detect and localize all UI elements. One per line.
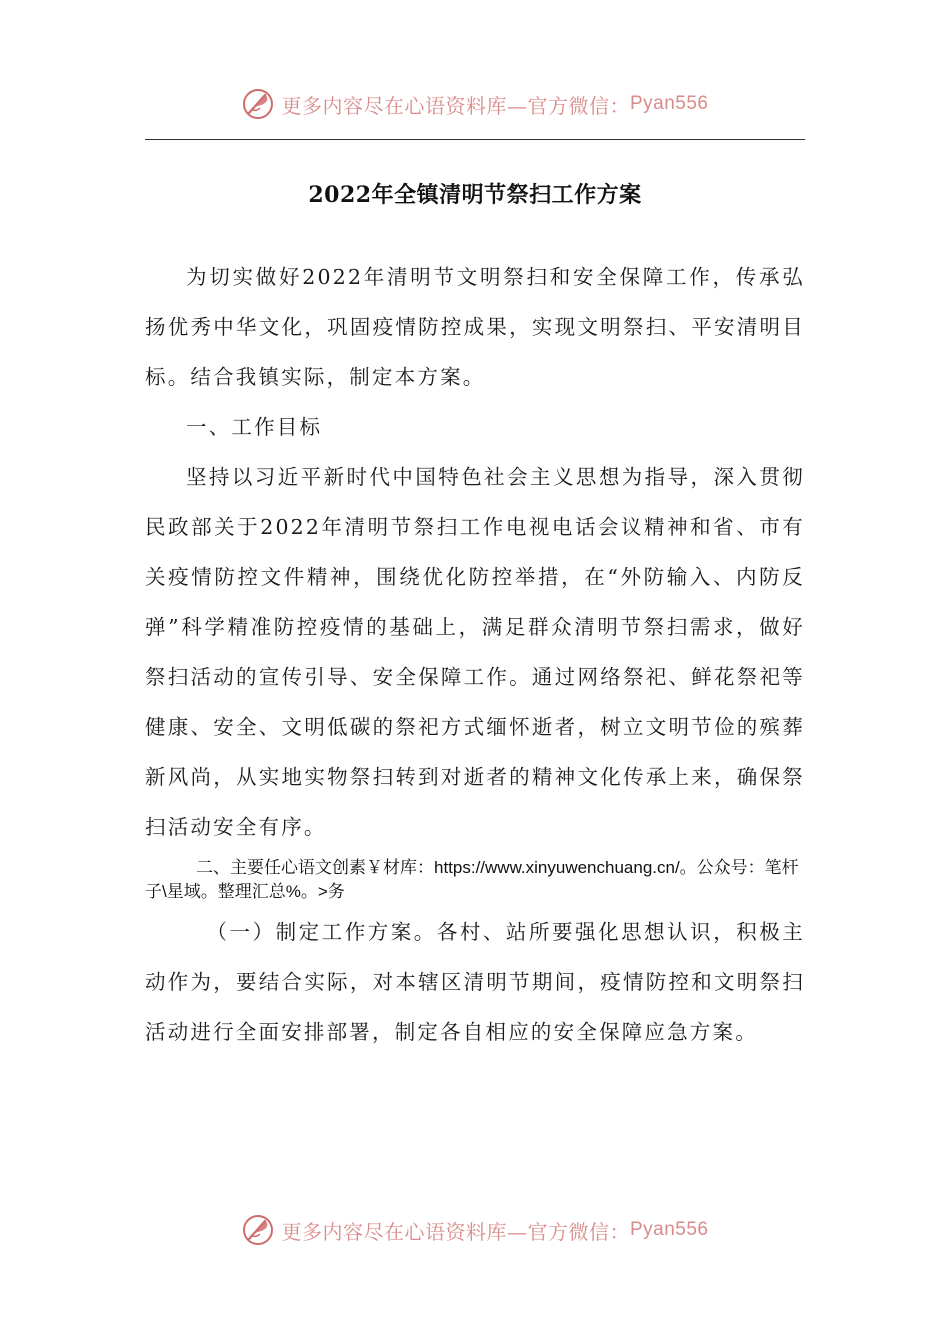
watermark-text: 更多内容尽在心语资料库—官方微信： [281,1219,630,1244]
goals-paragraph: 坚持以习近平新时代中国特色社会主义思想为指导，深入贯彻民政部关于2022年清明节祭扫工作电视电话会议精神和省、市有关疫情防控文件精神，围绕优化防控举措，在“外防输入、内防反弹”科学精准防控疫情的基础上，满足群众清明节祭扫需求，做好祭扫活动的宣传引导、安全保障工作。通过网络祭祀、鲜花祭祀等健康、安全、文明低碳的祭祀方式缅怀逝者，树立文明节俭的殡葬新风尚，从实地实物祭扫转到对逝者的精神文化传承上来，确保祭扫活动安全有序。 [145,465,805,839]
watermark-footer [0,1210,950,1250]
document-body [145,252,805,1057]
section-heading-goals: 一、工作目标 [186,415,323,439]
section-heading-tasks: 二、主要任心语文创素￥材库：https://www.xinyuwenchuang.cn/。公众号：笔杆子\星域。整理汇总%。>务 [145,858,799,901]
document-title: 2022年全镇清明节祭扫工作方案 [308,182,642,208]
watermark-header [0,84,950,124]
watermark-wechat-id: Pyan556 [629,93,709,114]
intro-paragraph: 为切实做好2022年清明节文明祭扫和安全保障工作，传承弘扬优秀中华文化，巩固疫情防控成果，实现文明祭扫、平安清明目标。结合我镇实际，制定本方案。 [145,265,805,389]
watermark-text: 更多内容尽在心语资料库—官方微信： [281,93,630,118]
quill-logo-icon [241,1213,275,1247]
watermark-wechat-id: Pyan556 [629,1219,709,1240]
header-divider [145,139,805,140]
quill-logo-icon [241,87,275,121]
task-plan-paragraph: （一）制定工作方案。各村、站所要强化思想认识，积极主动作为，要结合实际，对本辖区清明节期间，疫情防控和文明祭扫活动进行全面安排部署，制定各自相应的安全保障应急方案。 [145,920,805,1044]
